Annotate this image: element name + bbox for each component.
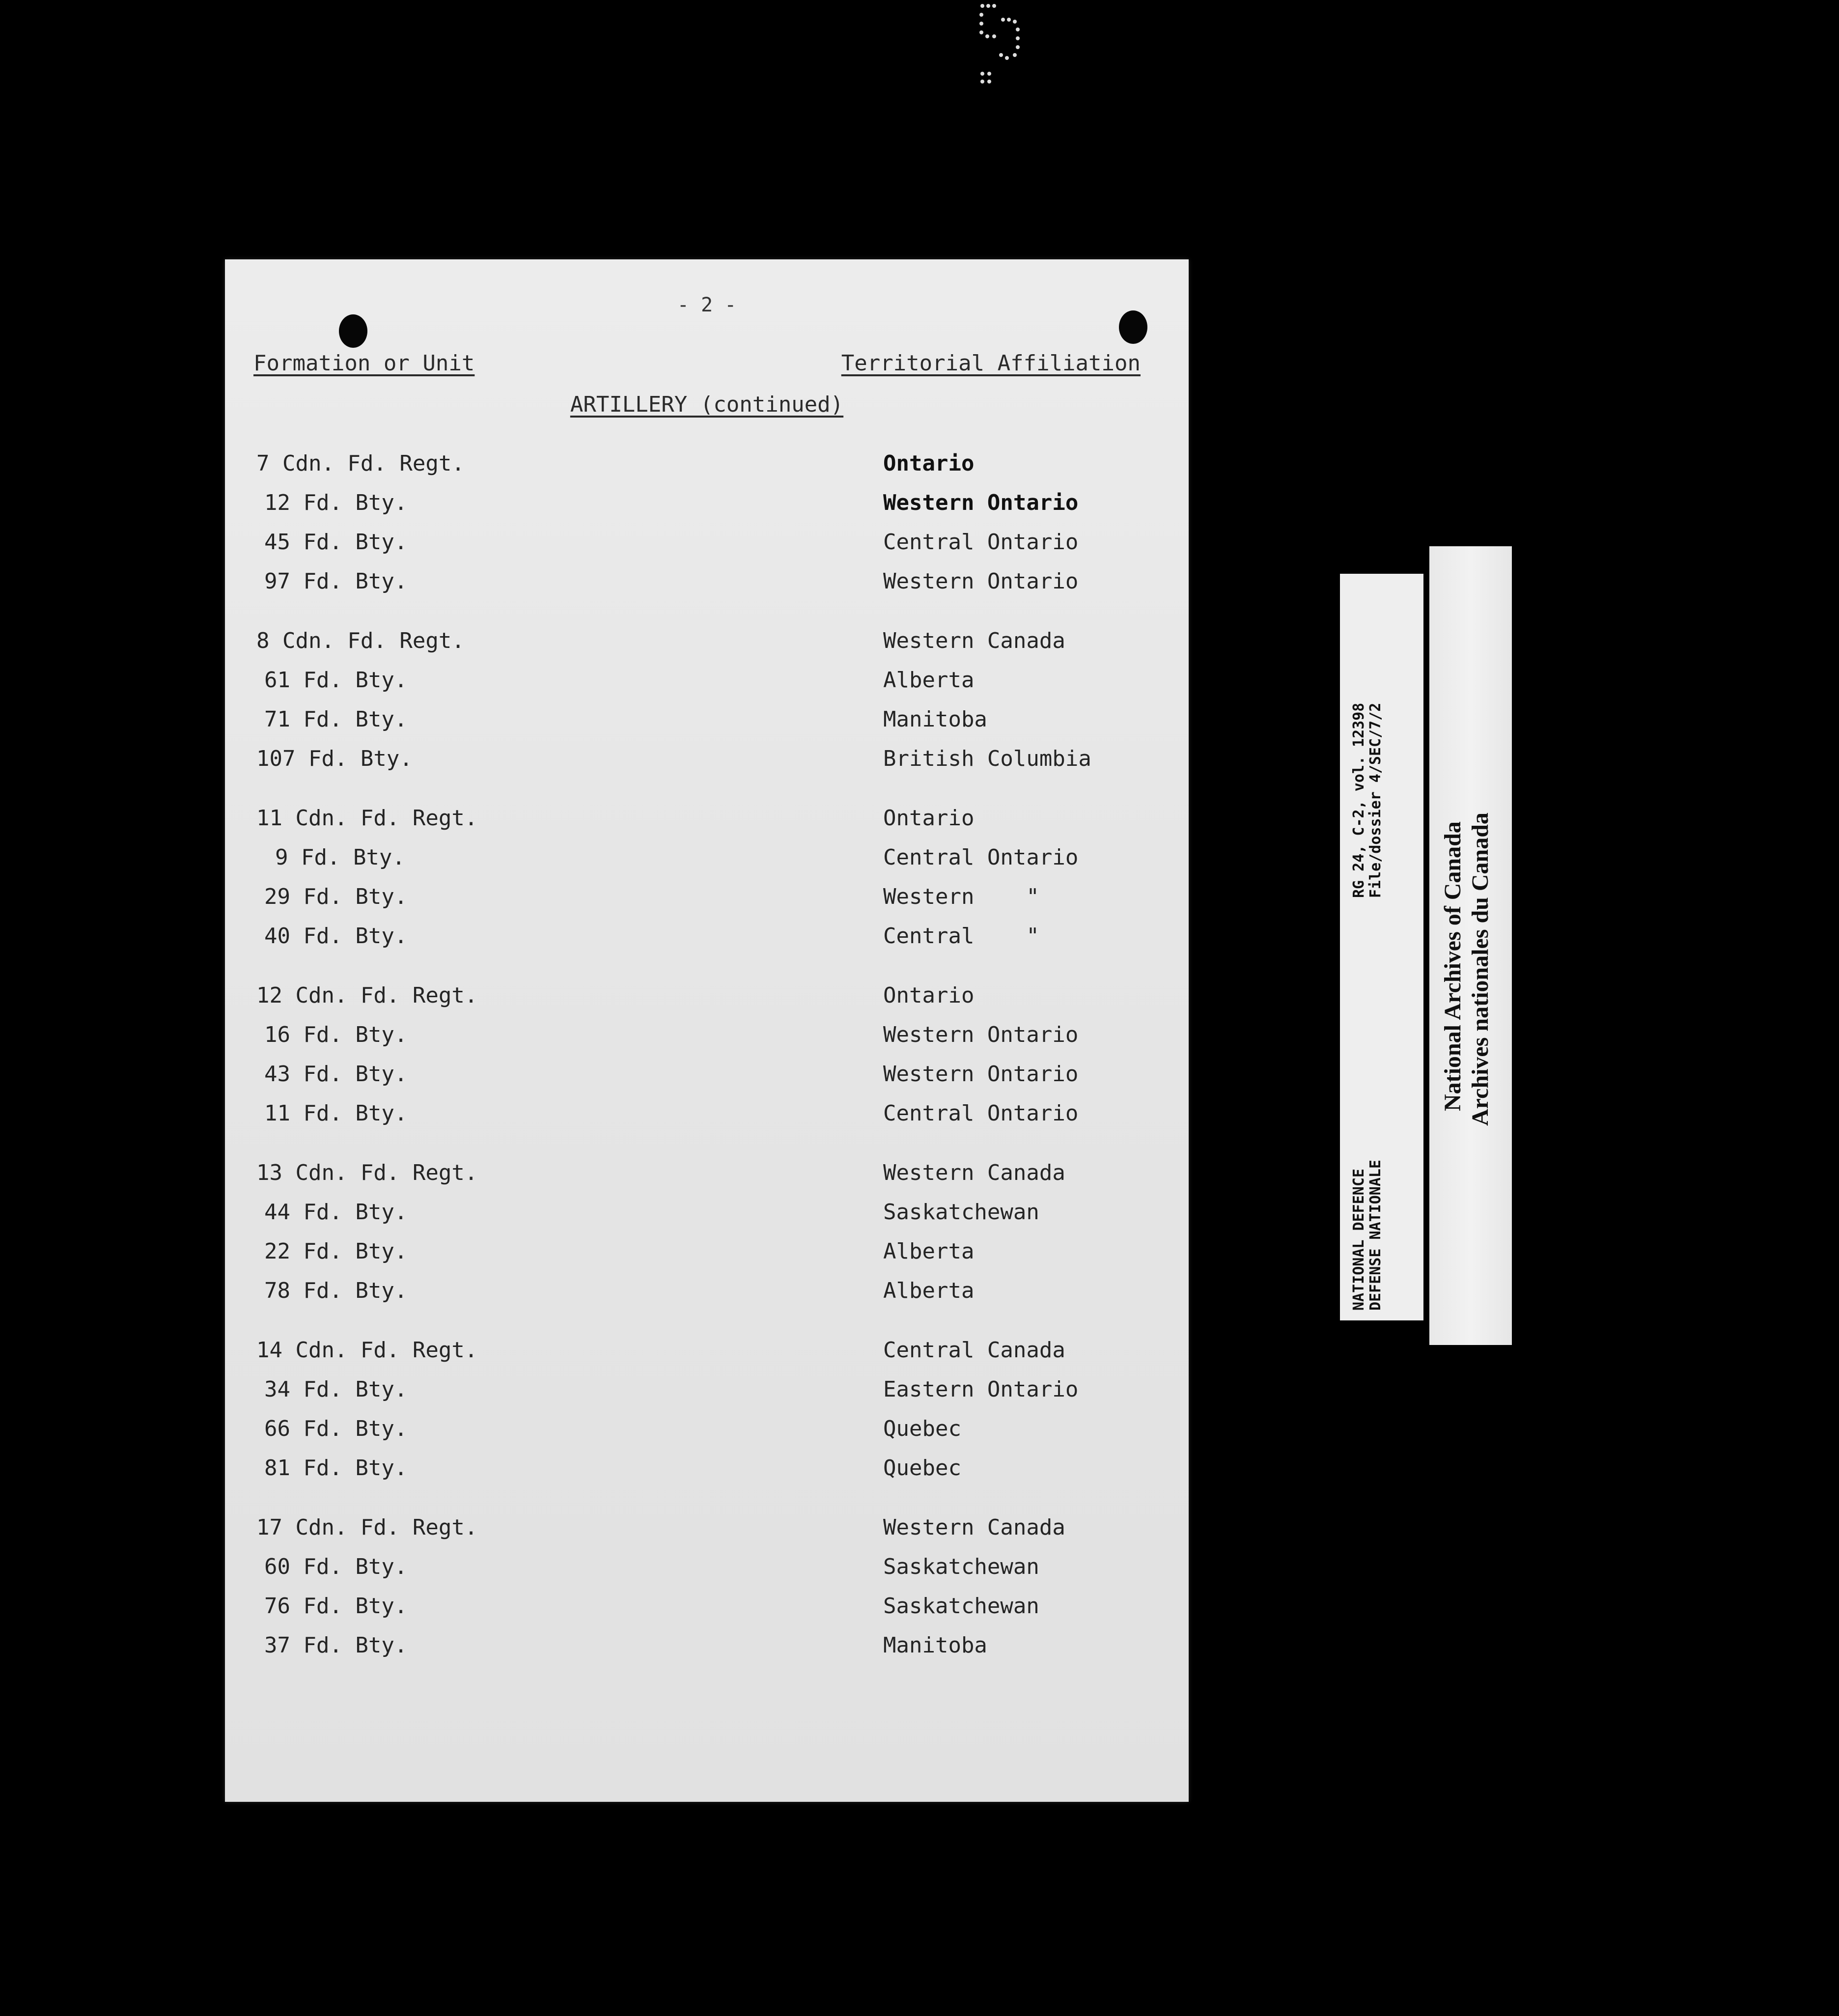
- table-row: [225, 1377, 1189, 1416]
- table-row: [225, 1062, 1189, 1101]
- territorial-affiliation: Saskatchewan: [883, 1200, 1039, 1225]
- table-row: [225, 1554, 1189, 1594]
- table-row: [225, 668, 1189, 707]
- territorial-affiliation: Western Ontario: [883, 1022, 1079, 1047]
- unit-name: 107 Fd. Bty.: [256, 746, 413, 771]
- regiment-group: [225, 983, 1189, 1140]
- territorial-affiliation: Western Ontario: [883, 569, 1079, 594]
- table-row: [225, 1416, 1189, 1456]
- unit-name: 8 Cdn. Fd. Regt.: [256, 628, 465, 653]
- regiment-group: [225, 451, 1189, 608]
- unit-name: 37 Fd. Bty.: [264, 1633, 408, 1658]
- unit-name: 40 Fd. Bty.: [264, 924, 408, 949]
- unit-name: 97 Fd. Bty.: [264, 569, 408, 594]
- table-row: [225, 983, 1189, 1022]
- table-row: [225, 1101, 1189, 1140]
- territorial-affiliation: Ontario: [883, 806, 975, 831]
- territorial-affiliation: Alberta: [883, 1239, 975, 1264]
- territorial-affiliation: Manitoba: [883, 1633, 987, 1658]
- territorial-affiliation: Quebec: [883, 1456, 961, 1481]
- table-row: [225, 1515, 1189, 1554]
- table-row: [225, 1338, 1189, 1377]
- punch-hole-left: [339, 314, 367, 348]
- unit-name: 7 Cdn. Fd. Regt.: [256, 451, 465, 476]
- territorial-affiliation: Manitoba: [883, 707, 987, 732]
- unit-name: 14 Cdn. Fd. Regt.: [256, 1338, 478, 1363]
- table-row: [225, 1200, 1189, 1239]
- unit-name: 44 Fd. Bty.: [264, 1200, 408, 1225]
- reference-line-1: RG 24, C-2, vol. 12398: [1350, 702, 1367, 898]
- territorial-affiliation: Ontario: [883, 451, 975, 476]
- table-row: [225, 1239, 1189, 1278]
- section-title: ARTILLERY (continued): [570, 392, 844, 417]
- territorial-affiliation: Western Canada: [883, 628, 1065, 653]
- territorial-affiliation: British Columbia: [883, 746, 1091, 771]
- table-row: [225, 490, 1189, 530]
- unit-name: 45 Fd. Bty.: [264, 530, 408, 555]
- table-row: [225, 924, 1189, 963]
- territorial-affiliation: Alberta: [883, 1278, 975, 1303]
- unit-name: 29 Fd. Bty.: [264, 884, 408, 909]
- table-row: [225, 884, 1189, 924]
- table-row: [225, 628, 1189, 668]
- table-row: [225, 1633, 1189, 1672]
- territorial-affiliation: Western Ontario: [883, 490, 1079, 515]
- territorial-affiliation: Central Ontario: [883, 845, 1079, 870]
- table-row: [225, 530, 1189, 569]
- territorial-affiliation: Western ": [883, 884, 1039, 909]
- unit-name: 13 Cdn. Fd. Regt.: [256, 1160, 478, 1185]
- unit-name: 78 Fd. Bty.: [264, 1278, 408, 1303]
- unit-name: 81 Fd. Bty.: [264, 1456, 408, 1481]
- archive-name-french: Archives nationales du Canada: [1467, 812, 1493, 1126]
- territorial-affiliation: Quebec: [883, 1416, 961, 1441]
- unit-name: 12 Cdn. Fd. Regt.: [256, 983, 478, 1008]
- department-line-2: DEFENSE NATIONALE: [1367, 1159, 1384, 1311]
- page-number: - 2 -: [677, 294, 737, 316]
- territorial-affiliation: Ontario: [883, 983, 975, 1008]
- regiment-group: [225, 1338, 1189, 1495]
- table-row: [225, 806, 1189, 845]
- table-row: [225, 1594, 1189, 1633]
- unit-name: 43 Fd. Bty.: [264, 1062, 408, 1087]
- territorial-affiliation: Alberta: [883, 668, 975, 693]
- table-row: [225, 845, 1189, 884]
- column-header-unit: Formation or Unit: [253, 351, 475, 376]
- table-row: [225, 1278, 1189, 1317]
- territorial-affiliation: Western Ontario: [883, 1062, 1079, 1087]
- table-row: [225, 569, 1189, 608]
- unit-table: [225, 451, 1189, 1692]
- regiment-group: [225, 628, 1189, 785]
- reference-line-2: File/dossier 4/SEC/7/2: [1367, 702, 1384, 898]
- unit-name: 12 Fd. Bty.: [264, 490, 408, 515]
- unit-name: 66 Fd. Bty.: [264, 1416, 408, 1441]
- unit-name: 61 Fd. Bty.: [264, 668, 408, 693]
- unit-name: 11 Fd. Bty.: [264, 1101, 408, 1126]
- document-page: [225, 259, 1189, 1802]
- unit-name: 16 Fd. Bty.: [264, 1022, 408, 1047]
- archive-name-english: National Archives of Canada: [1440, 821, 1466, 1111]
- regiment-group: [225, 806, 1189, 963]
- territorial-affiliation: Central Ontario: [883, 530, 1079, 555]
- table-row: [225, 746, 1189, 785]
- frame-counter-marks: [977, 0, 1022, 86]
- column-header-affiliation: Territorial Affiliation: [841, 351, 1141, 376]
- unit-name: 76 Fd. Bty.: [264, 1594, 408, 1619]
- regiment-group: [225, 1160, 1189, 1317]
- territorial-affiliation: Saskatchewan: [883, 1554, 1039, 1579]
- archive-reference-label: [1340, 574, 1423, 1320]
- unit-name: 9 Fd. Bty.: [275, 845, 405, 870]
- table-row: [225, 707, 1189, 746]
- table-row: [225, 1456, 1189, 1495]
- territorial-affiliation: Central Canada: [883, 1338, 1065, 1363]
- unit-name: 11 Cdn. Fd. Regt.: [256, 806, 478, 831]
- territorial-affiliation: Central Ontario: [883, 1101, 1079, 1126]
- territorial-affiliation: Saskatchewan: [883, 1594, 1039, 1619]
- archive-name-label: [1429, 546, 1512, 1345]
- territorial-affiliation: Central ": [883, 924, 1039, 949]
- unit-name: 22 Fd. Bty.: [264, 1239, 408, 1264]
- table-row: [225, 1160, 1189, 1200]
- table-row: [225, 451, 1189, 490]
- unit-name: 60 Fd. Bty.: [264, 1554, 408, 1579]
- department-line-1: NATIONAL DEFENCE: [1350, 1169, 1367, 1311]
- territorial-affiliation: Eastern Ontario: [883, 1377, 1079, 1402]
- unit-name: 17 Cdn. Fd. Regt.: [256, 1515, 478, 1540]
- unit-name: 71 Fd. Bty.: [264, 707, 408, 732]
- territorial-affiliation: Western Canada: [883, 1160, 1065, 1185]
- territorial-affiliation: Western Canada: [883, 1515, 1065, 1540]
- table-row: [225, 1022, 1189, 1062]
- regiment-group: [225, 1515, 1189, 1672]
- unit-name: 34 Fd. Bty.: [264, 1377, 408, 1402]
